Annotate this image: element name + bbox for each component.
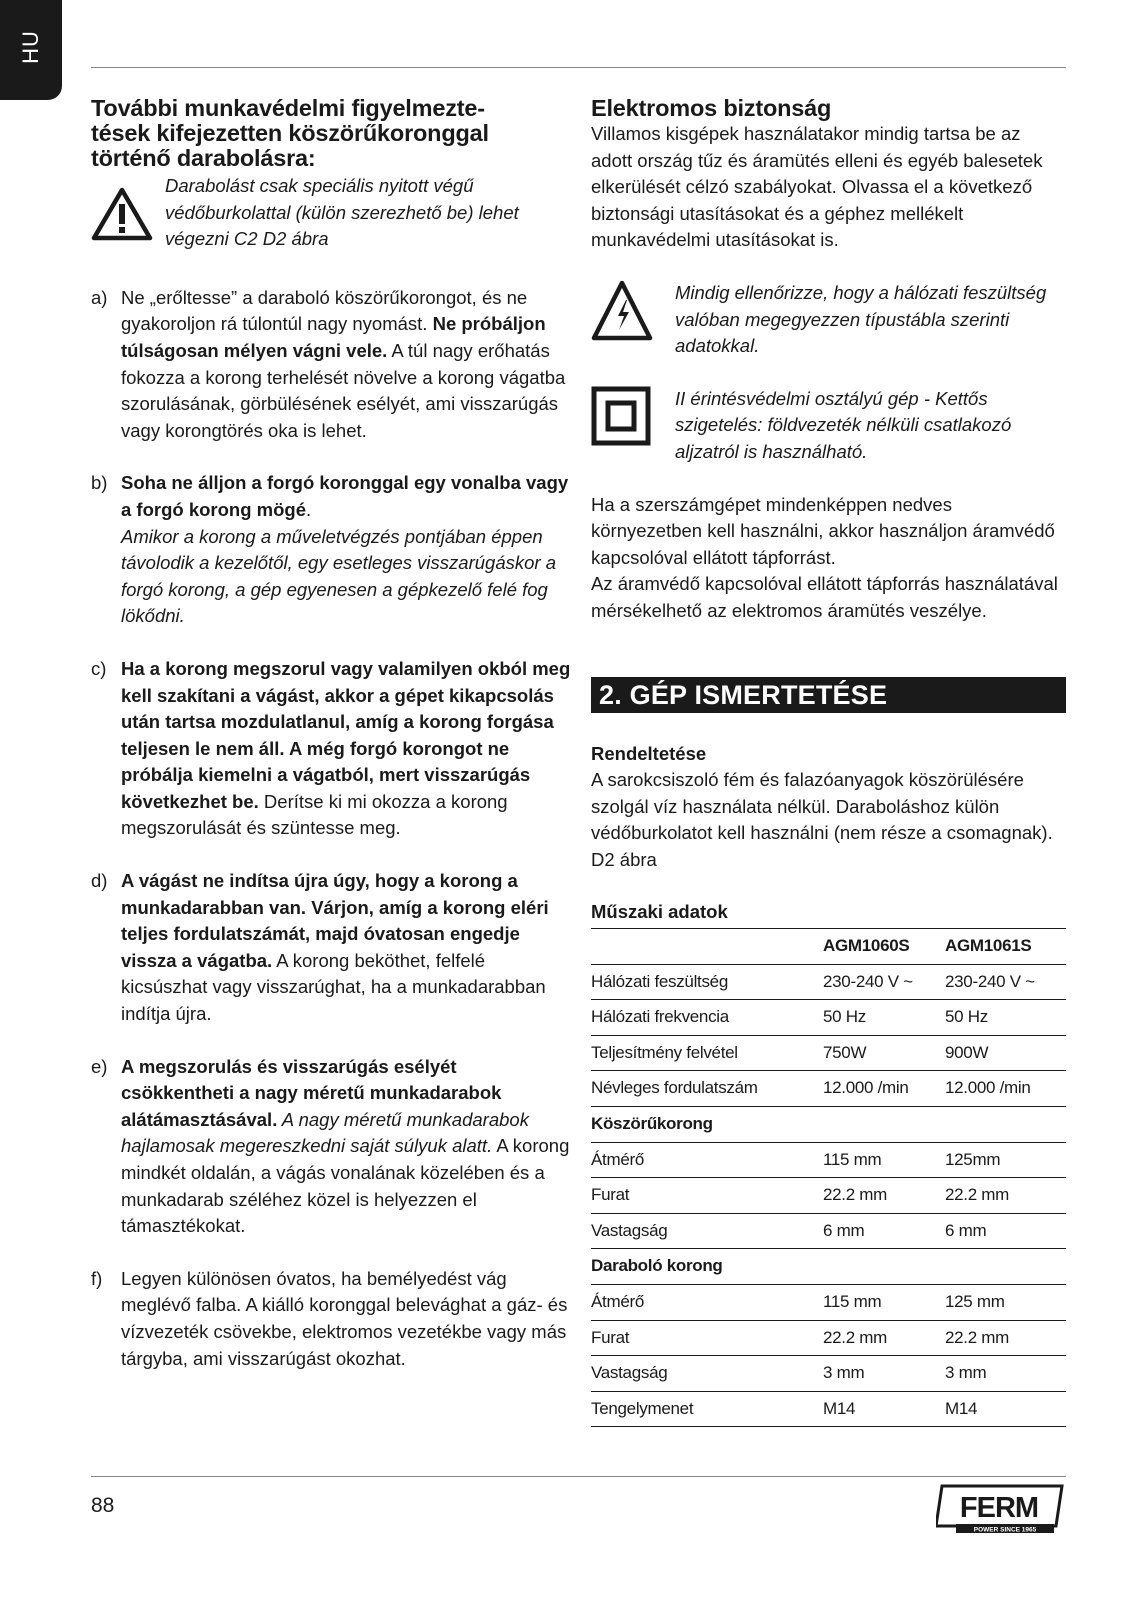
table-row — [591, 1142, 1066, 1178]
table-row — [591, 1000, 1066, 1036]
section-title-bar: 2. GÉP ISMERTETÉSE — [591, 677, 1066, 713]
list-text — [121, 470, 571, 630]
left-column — [91, 96, 571, 1372]
list-item — [91, 1266, 571, 1372]
bottom-divider — [91, 1476, 1066, 1477]
italic-run: A nagy méretű munkadarabok hajlamosak megereszkedni saját súlyuk alatt. — [121, 1108, 529, 1157]
list-label: d) — [91, 870, 108, 892]
table-cell: 12.000 /min — [945, 1071, 1066, 1107]
text-run: . — [306, 498, 312, 520]
table-cell: Tengelymenet — [591, 1391, 823, 1427]
double-insulation-text: II érintésvédelmi osztályú gép - Kettős szigetelés: földvezeték nélküli csatlakozó aljzatról is használható. — [675, 387, 1012, 462]
rcd-text: Az áramvédő kapcsolóval ellátott tápforrás használatával mérsékelhető az elektromos áramütés veszélye. — [591, 573, 1058, 621]
table-cell: M14 — [945, 1391, 1066, 1427]
table-cell: 125mm — [945, 1142, 1066, 1178]
warning-triangle-icon — [91, 173, 165, 249]
list-item — [91, 656, 571, 842]
table-cell: M14 — [823, 1391, 945, 1427]
list-item — [91, 868, 571, 1028]
bold-run: Soha ne álljon a forgó koronggal egy vonalba vagy a forgó korong mögé — [121, 472, 569, 520]
table-cell: Vastagság — [591, 1356, 823, 1392]
purpose-heading: Rendeltetése — [591, 742, 707, 764]
tech-specs-table — [591, 928, 1066, 1427]
table-cell: 22.2 mm — [823, 1320, 945, 1356]
table-cell — [945, 1107, 1066, 1143]
text-run: Derítse ki mi okozza a korong megszorulását és szüntesse meg. — [121, 790, 508, 839]
table-cell: Átmérő — [591, 1285, 823, 1321]
table-cell — [823, 1249, 945, 1285]
page-number: 88 — [91, 1494, 115, 1517]
table-header-row — [591, 929, 1066, 965]
table-cell: 115 mm — [823, 1285, 945, 1321]
heading-line: történő darabolásra: — [91, 145, 316, 171]
table-cell: 230-240 V ~ — [823, 964, 945, 1000]
table-row — [591, 1178, 1066, 1214]
text-run: Ne „erőltesse” a daraboló köszörűkorongot, és ne gyakoroljon rá túlontúl nagy nyomást. — [121, 286, 528, 335]
wet-environment-text: Ha a szerszámgépet mindenképpen nedves környezetben kell használni, akkor használjon áramvédő kapcsolóval ellátott tápforrást. — [591, 493, 1055, 568]
table-cell: 900W — [945, 1035, 1066, 1071]
bold-run: A vágást ne indítsa újra úgy, hogy a korong a munkadarabban van. Várjon, amíg a korong eléri teljes fordulatszámát, majd óvatosan engedje vissza a vágatba. — [121, 870, 549, 971]
electric-hazard-icon — [591, 280, 675, 350]
list-item — [91, 285, 571, 445]
table-cell: 22.2 mm — [945, 1320, 1066, 1356]
table-cell: Névleges fordulatszám — [591, 1071, 823, 1107]
table-cell — [945, 1249, 1066, 1285]
table-cell: Teljesítmény felvétel — [591, 1035, 823, 1071]
table-cell: 12.000 /min — [823, 1071, 945, 1107]
table-cell: 6 mm — [823, 1213, 945, 1249]
table-cell — [823, 1107, 945, 1143]
table-row — [591, 1356, 1066, 1392]
tech-data-heading: Műszaki adatok — [591, 901, 728, 923]
table-cell: Vastagság — [591, 1213, 823, 1249]
top-divider — [91, 67, 1066, 68]
list-text — [121, 656, 571, 842]
table-group-cell: Köszörűkorong — [591, 1107, 823, 1143]
language-code: HU — [18, 30, 43, 64]
language-tab — [0, 0, 62, 100]
table-row — [591, 1213, 1066, 1249]
logo-tagline: POWER SINCE 1965 — [973, 1526, 1037, 1534]
table-cell: Hálózati feszültség — [591, 964, 823, 1000]
table-group-row — [591, 1249, 1066, 1285]
list-item — [91, 470, 571, 630]
text-run: A korong beköthet, felfelé kicsúszhat vagy visszarúghat, ha a munkadarabban indítja újra. — [121, 949, 546, 1025]
bold-run: A megszorulás és visszarúgás esélyét csökkentheti a nagy méretű munkadarabok alátámasztásával. — [121, 1055, 502, 1130]
voltage-check-note — [591, 280, 1066, 360]
table-row — [591, 1285, 1066, 1321]
list-text — [121, 1054, 571, 1240]
heading-line: További munkavédelmi figyelmezte- — [91, 95, 485, 121]
list-text — [121, 285, 571, 445]
list-item — [91, 1054, 571, 1240]
list-label: a) — [91, 286, 108, 308]
list-label: b) — [91, 472, 108, 494]
list-label: f) — [91, 1267, 103, 1289]
cutting-guard-warning-text: Darabolást csak speciális nyitott végű védőburkolattal (külön szerezhető be) lehet végezni C2 D2 ábra — [165, 175, 519, 250]
table-row — [591, 1071, 1066, 1107]
cutting-warnings-heading — [91, 96, 571, 171]
table-header-cell: AGM1061S — [945, 929, 1066, 965]
table-cell: 50 Hz — [823, 1000, 945, 1036]
table-row — [591, 1391, 1066, 1427]
table-group-cell: Daraboló korong — [591, 1249, 823, 1285]
purpose-text: A sarokcsiszoló fém és falazóanyagok köszörülésére szolgál víz használata nélkül. Daraboláshoz külön védőburkolatot kell használni (nem része a csomagnak). D2 ábra — [591, 769, 1053, 870]
table-header-cell: AGM1060S — [823, 929, 945, 965]
text-run: A túl nagy erőhatás fokozza a korong terhelését növelve a korong vágatba szorulásának, görbülésének esélyét, ami visszarúgás vagy korongtörés oka is lehet. — [121, 339, 566, 441]
text-run: A korong mindkét oldalán, a vágás vonalának közelében és a munkadarab széléhez közel is helyezzen el támasztékokat. — [121, 1135, 570, 1237]
heading-line: tések kifejezetten köszörűkoronggal — [91, 120, 489, 146]
list-label: c) — [91, 657, 107, 679]
table-cell: 3 mm — [945, 1356, 1066, 1392]
table-cell: Átmérő — [591, 1142, 823, 1178]
list-text: Legyen különösen óvatos, ha bemélyedést vág meglévő falba. A kiálló koronggal belevághat a gáz- és vízvezeték csövekbe, elektromos vezetékbe vagy más tárgyba, ami visszarúgást okozhat. — [121, 1267, 568, 1369]
table-row — [591, 1035, 1066, 1071]
table-row — [591, 964, 1066, 1000]
electrical-safety-intro: Villamos kisgépek használatakor mindig tartsa be az adott ország tűz és áramütés elleni és egyéb balesetek elkerülését célzó szabályokat. Olvassa el a következő biztonsági utasításokat és a géphez mellékelt munkavédelmi utasításokat is. — [591, 123, 1043, 251]
table-cell: 22.2 mm — [945, 1178, 1066, 1214]
table-cell: Furat — [591, 1178, 823, 1214]
table-cell: Hálózati frekvencia — [591, 1000, 823, 1036]
table-cell: 750W — [823, 1035, 945, 1071]
double-insulation-note — [591, 386, 1066, 466]
table-cell: 115 mm — [823, 1142, 945, 1178]
table-cell: 3 mm — [823, 1356, 945, 1392]
table-cell: 230-240 V ~ — [945, 964, 1066, 1000]
list-text — [121, 868, 571, 1028]
voltage-check-text: Mindig ellenőrizze, hogy a hálózati feszültség valóban megegyezzen típustábla szerinti adatokkal. — [675, 281, 1047, 357]
double-insulation-icon — [591, 386, 675, 454]
logo-wordmark: FERM — [959, 1492, 1039, 1524]
electrical-safety-heading: Elektromos biztonság — [591, 95, 832, 121]
bold-run: Ha a korong megszorul vagy valamilyen okból meg kell szakítani a vágást, akkor a gépet kikapcsolás után tartsa mozdulatlanul, amíg a korong forgása teljesen le nem áll. A még forgó korongot ne próbálja kiemelni a vágatból, mert visszarúgás következhet be. — [121, 657, 571, 812]
list-label: e) — [91, 1055, 108, 1077]
cutting-guard-warning — [91, 173, 571, 253]
right-column — [591, 96, 1066, 1427]
table-cell: Furat — [591, 1320, 823, 1356]
table-row — [591, 1320, 1066, 1356]
table-cell: 22.2 mm — [823, 1178, 945, 1214]
table-group-row — [591, 1107, 1066, 1143]
table-cell: 6 mm — [945, 1213, 1066, 1249]
bold-run: Ne próbáljon túlságosan mélyen vágni vele. — [121, 313, 546, 361]
table-cell: 50 Hz — [945, 1000, 1066, 1036]
table-header-cell — [591, 929, 823, 965]
ferm-logo — [936, 1482, 1068, 1534]
italic-run: Amikor a korong a műveletvégzés pontjában éppen távolodik a kezelőtől, egy esetleges visszarúgáskor a forgó korong, a gép egyenesen a gépkezelő felé fog lökődni. — [121, 525, 556, 627]
table-cell: 125 mm — [945, 1285, 1066, 1321]
